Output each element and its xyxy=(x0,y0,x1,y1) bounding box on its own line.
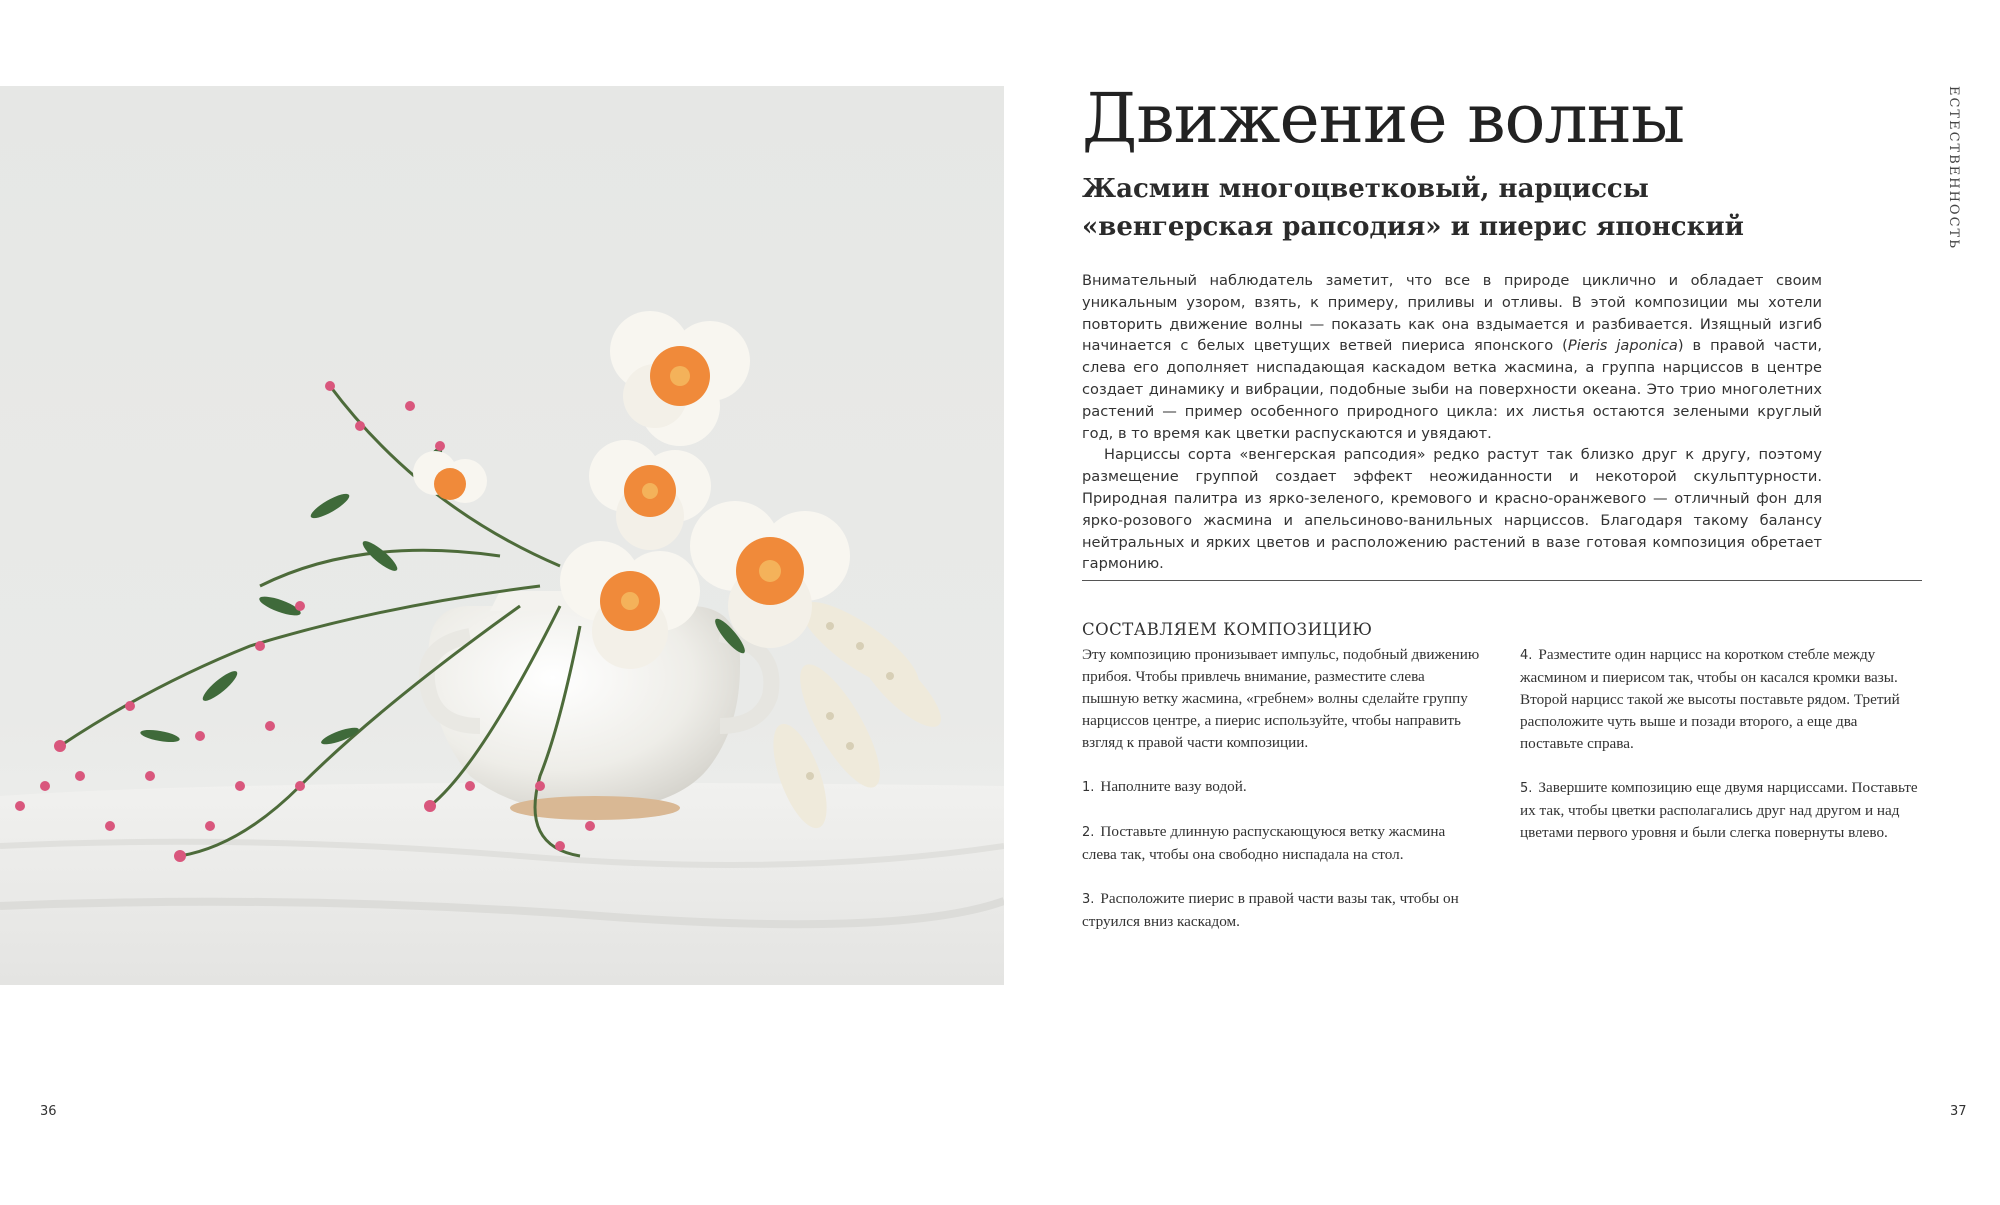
section-heading: СОСТАВЛЯЕМ КОМПОЗИЦИЮ xyxy=(1082,620,1373,639)
step-item xyxy=(1082,776,1482,799)
intro-p1-part2: ) в правой части, слева его дополняет ниспадающая каскадом ветка жасмина, а группа нарциссов в центре создает динамику и вибрации, подобные зыби на поверхности океана. Это трио многолетних растений — пример особенного природного цикла: их листья остаются зелеными круглый год, в то время как цветки распускаются и увядают. xyxy=(1082,337,1823,442)
subtitle-line-2: «венгерская рапсодия» и пиерис японский xyxy=(1082,212,1744,242)
step-number: 3. xyxy=(1082,892,1095,907)
step-number: 4. xyxy=(1520,648,1533,663)
step-number: 5. xyxy=(1520,781,1533,796)
step-text: Наполните вазу водой. xyxy=(1100,778,1247,795)
step-text: Разместите один нарцисс на коротком стебле между жасмином и пиерисом так, чтобы он касался кромки вазы. Второй нарцисс такой же высоты поставьте рядом. Третий расположите чуть выше и позади второго, а еще два поставьте справа. xyxy=(1520,646,1900,752)
intro-paragraph-2: Нарциссы сорта «венгерская рапсодия» редко растут так близко друг к другу, поэтому размещение группой создает эффект неожиданности и некоторой скульптурности. Природная палитра из ярко-зеленого, кремового и красно-оранжевого — отличный фон для ярко-розового жасмина и апельсиново-ванильных нарциссов. Благодаря такому балансу нейтральных и ярких цветов и расположению растений в вазе готовая композиция обретает гармонию. xyxy=(1082,446,1822,573)
step-item xyxy=(1082,888,1482,933)
section-divider xyxy=(1082,580,1922,581)
step-number: 2. xyxy=(1082,825,1095,840)
step-text: Расположите пиерис в правой части вазы так, чтобы он струился вниз каскадом. xyxy=(1082,890,1459,930)
latin-name: Pieris japonica xyxy=(1567,337,1678,355)
intro-p1-part1: Внимательный наблюдатель заметит, что все в природе циклично и обладает своим уникальным узором, взять, к примеру, приливы и отливы. В этой композиции мы хотели повторить движение волны — показать как она вздымается и разбивается. Изящный изгиб начинается с белых цветущих ветвей пиериса японского ( xyxy=(1082,272,1822,355)
step-text: Поставьте длинную распускающуюся ветку жасмина слева так, чтобы она свободно ниспадала на стол. xyxy=(1082,823,1446,863)
subtitle-line-1: Жасмин многоцветковый, нарциссы xyxy=(1082,174,1649,204)
step-text: Завершите композицию еще двумя нарциссами. Поставьте их так, чтобы цветки располагались друг над другом и над цветами первого уровня и были слегка повернуты влево. xyxy=(1520,779,1918,841)
page-number-left: 36 xyxy=(40,1104,57,1119)
chapter-side-tab-label: ЕСТЕСТВЕННОСТЬ xyxy=(1946,86,1961,250)
subtitle xyxy=(1082,170,1842,246)
step-item xyxy=(1520,777,1920,844)
photo-illustration xyxy=(0,86,1004,985)
page-title: Движение волны xyxy=(1082,80,1685,159)
intro-text xyxy=(1082,270,1822,575)
flower-arrangement-photo xyxy=(0,86,1004,985)
step-item xyxy=(1520,644,1920,755)
page-number-right: 37 xyxy=(1950,1104,1967,1119)
step-number: 1. xyxy=(1082,780,1095,795)
chapter-side-tab xyxy=(1946,86,1968,266)
section-intro: Эту композицию пронизывает импульс, подобный движению прибоя. Чтобы привлечь внимание, разместите слева пышную ветку жасмина, «гребнем» волны сделайте группу нарциссов центре, а пиерис используйте, чтобы направить взгляд к правой части композиции. xyxy=(1082,646,1480,751)
instructions-column-right xyxy=(1520,644,1920,866)
instructions-column-left xyxy=(1082,644,1482,955)
intro-paragraph-1 xyxy=(1082,270,1822,444)
step-item xyxy=(1082,821,1482,866)
